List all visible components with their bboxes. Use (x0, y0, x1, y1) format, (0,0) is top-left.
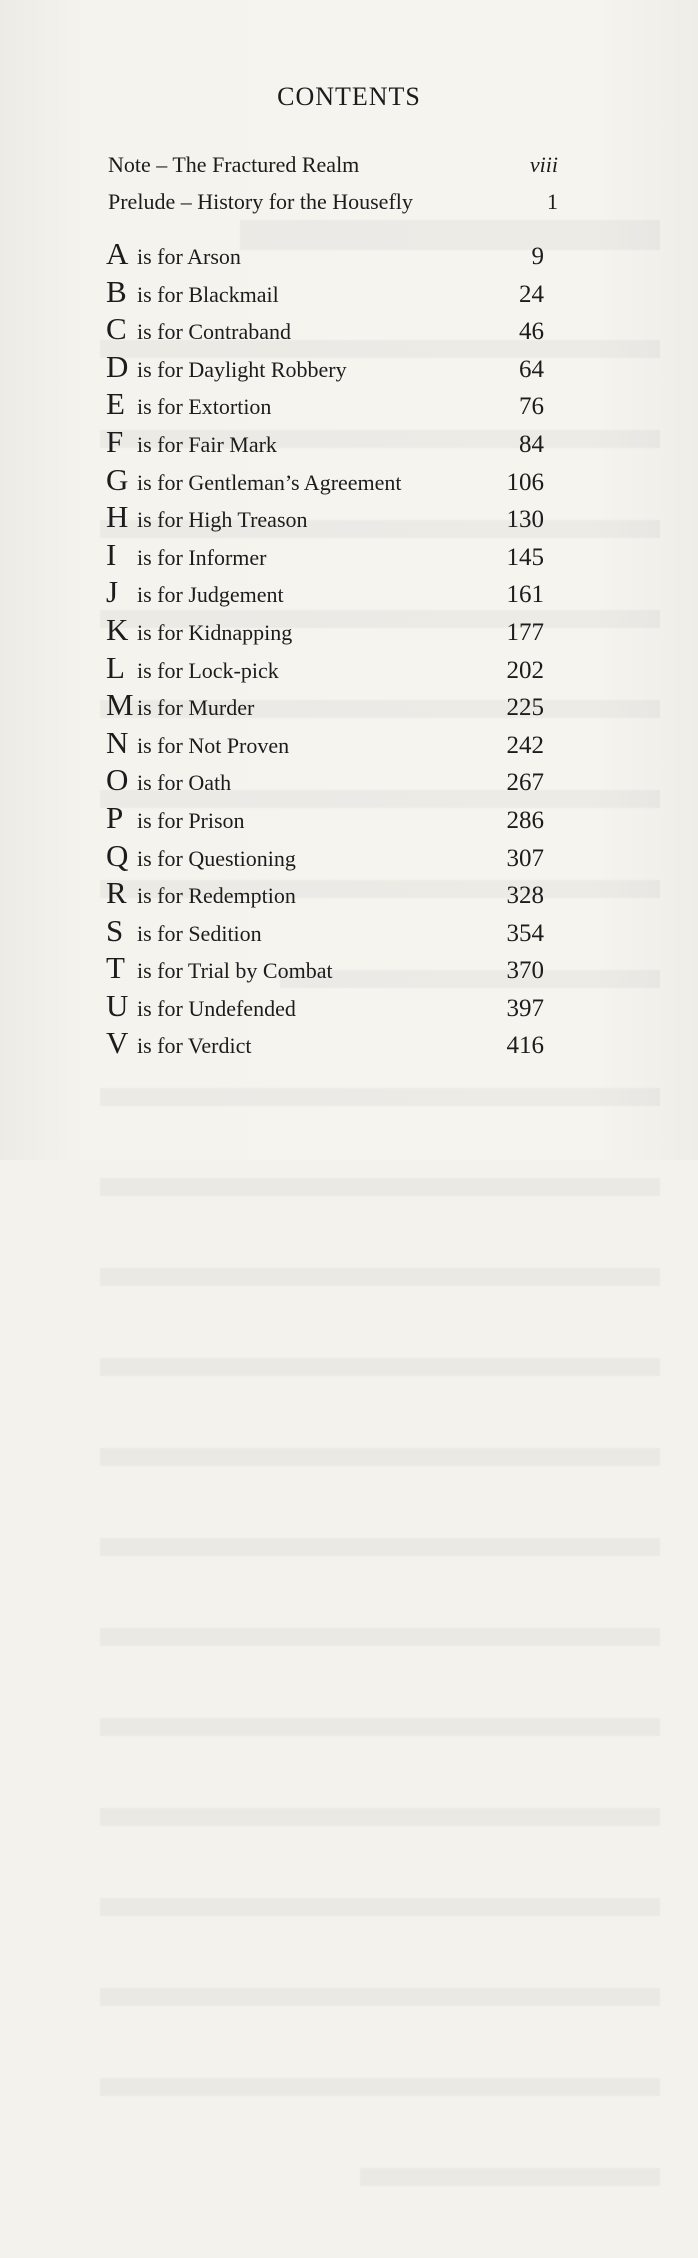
chapter-entry[interactable] (106, 348, 544, 389)
chapter-page: 354 (506, 919, 544, 947)
chapter-entry[interactable] (106, 238, 544, 276)
contents-heading: CONTENTS (277, 82, 421, 111)
chapter-entry[interactable] (106, 799, 544, 840)
chapter-entry[interactable] (106, 423, 544, 464)
chapter-title: is for Prison (137, 807, 245, 833)
chapter-title: is for Arson (137, 244, 241, 269)
chapter-title: is for Undefended (137, 995, 296, 1021)
chapter-entry[interactable] (106, 837, 544, 878)
chapter-letter: R (106, 875, 127, 911)
chapter-letter: O (106, 762, 129, 798)
chapter-title: is for Judgement (137, 582, 284, 608)
chapter-entry[interactable] (106, 536, 544, 577)
chapter-letter: Q (106, 837, 129, 873)
chapter-title: is for Lock-pick (137, 657, 279, 683)
chapter-letter: D (106, 348, 129, 384)
chapter-page: 397 (506, 994, 544, 1022)
chapter-letter: J (106, 574, 119, 610)
chapter-title: is for Blackmail (137, 281, 279, 307)
chapter-page: 286 (506, 806, 544, 834)
chapter-page: 267 (506, 769, 544, 797)
chapter-letter: M (106, 687, 134, 723)
chapter-page: 328 (506, 882, 544, 910)
chapter-page: 24 (519, 280, 544, 308)
chapter-letter: E (106, 386, 125, 422)
chapter-page: 106 (506, 468, 544, 496)
chapter-letter: N (106, 724, 129, 760)
chapter-title: is for Kidnapping (137, 619, 293, 645)
chapter-title: is for Contraband (137, 319, 291, 345)
chapter-page: 130 (506, 506, 544, 534)
chapter-entry[interactable] (106, 877, 544, 915)
front-matter-item[interactable] (108, 189, 558, 226)
chapter-entry[interactable] (106, 987, 544, 1028)
chapter-entry[interactable] (106, 1027, 544, 1065)
chapter-title: is for Verdict (137, 1033, 252, 1059)
chapter-page: 84 (519, 430, 544, 458)
chapter-title: is for Oath (137, 770, 232, 796)
chapter-entry[interactable] (106, 576, 544, 614)
chapter-entry[interactable] (106, 952, 544, 990)
chapter-page: 46 (519, 318, 544, 346)
chapter-letter: U (106, 987, 129, 1023)
chapter-letter: A (106, 236, 129, 271)
chapter-page: 202 (506, 656, 544, 684)
chapter-letter: H (106, 499, 129, 535)
chapter-entry[interactable] (106, 649, 544, 690)
chapter-page: 177 (506, 618, 544, 646)
chapter-letter: V (106, 1025, 129, 1061)
chapter-entry[interactable] (106, 388, 544, 426)
chapter-page: 145 (506, 543, 544, 571)
front-matter-item[interactable] (108, 152, 558, 189)
chapter-page: 64 (519, 355, 544, 383)
chapter-entry[interactable] (106, 912, 544, 953)
chapter-page: 161 (506, 581, 544, 609)
front-matter-title: Note – The Fractured Realm (108, 152, 360, 177)
front-matter-page: 1 (547, 189, 558, 214)
chapter-title: is for Extortion (137, 394, 272, 420)
chapter-letter: K (106, 611, 129, 647)
chapter-title: is for Daylight Robbery (137, 356, 347, 382)
chapter-title: is for Gentleman’s Agreement (137, 469, 402, 495)
chapter-letter: S (106, 912, 124, 948)
chapter-letter: G (106, 461, 129, 497)
chapter-title: is for Questioning (137, 845, 296, 871)
chapter-list (106, 238, 544, 1065)
chapter-entry[interactable] (106, 501, 544, 539)
chapter-letter: F (106, 423, 124, 459)
chapter-title: is for High Treason (137, 507, 308, 533)
chapter-page: 225 (506, 694, 544, 722)
chapter-entry[interactable] (106, 313, 544, 351)
chapter-title: is for Informer (137, 544, 267, 570)
chapter-letter: L (106, 649, 125, 685)
front-matter (108, 152, 558, 226)
front-matter-page: viii (529, 152, 558, 177)
chapter-letter: T (106, 950, 125, 986)
chapter-title: is for Sedition (137, 920, 262, 946)
chapter-title: is for Trial by Combat (137, 958, 333, 984)
chapter-letter: I (106, 536, 117, 572)
chapter-title: is for Not Proven (137, 732, 290, 758)
chapter-title: is for Redemption (137, 883, 296, 909)
chapter-title: is for Murder (137, 695, 255, 721)
chapter-page: 76 (519, 393, 544, 421)
chapter-entry[interactable] (106, 764, 544, 802)
front-matter-title: Prelude – History for the Housefly (108, 189, 413, 214)
chapter-entry[interactable] (106, 273, 544, 314)
chapter-entry[interactable] (106, 461, 544, 502)
chapter-page: 307 (506, 844, 544, 872)
chapter-page: 370 (506, 957, 544, 985)
chapter-letter: B (106, 273, 127, 309)
chapter-entry[interactable] (106, 689, 544, 727)
chapter-page: 416 (506, 1032, 544, 1060)
chapter-letter: C (106, 311, 127, 347)
chapter-entry[interactable] (106, 724, 544, 765)
chapter-page: 9 (531, 243, 544, 270)
chapter-entry[interactable] (106, 611, 544, 652)
chapter-page: 242 (506, 731, 544, 759)
chapter-letter: P (106, 799, 124, 835)
chapter-title: is for Fair Mark (137, 431, 277, 457)
